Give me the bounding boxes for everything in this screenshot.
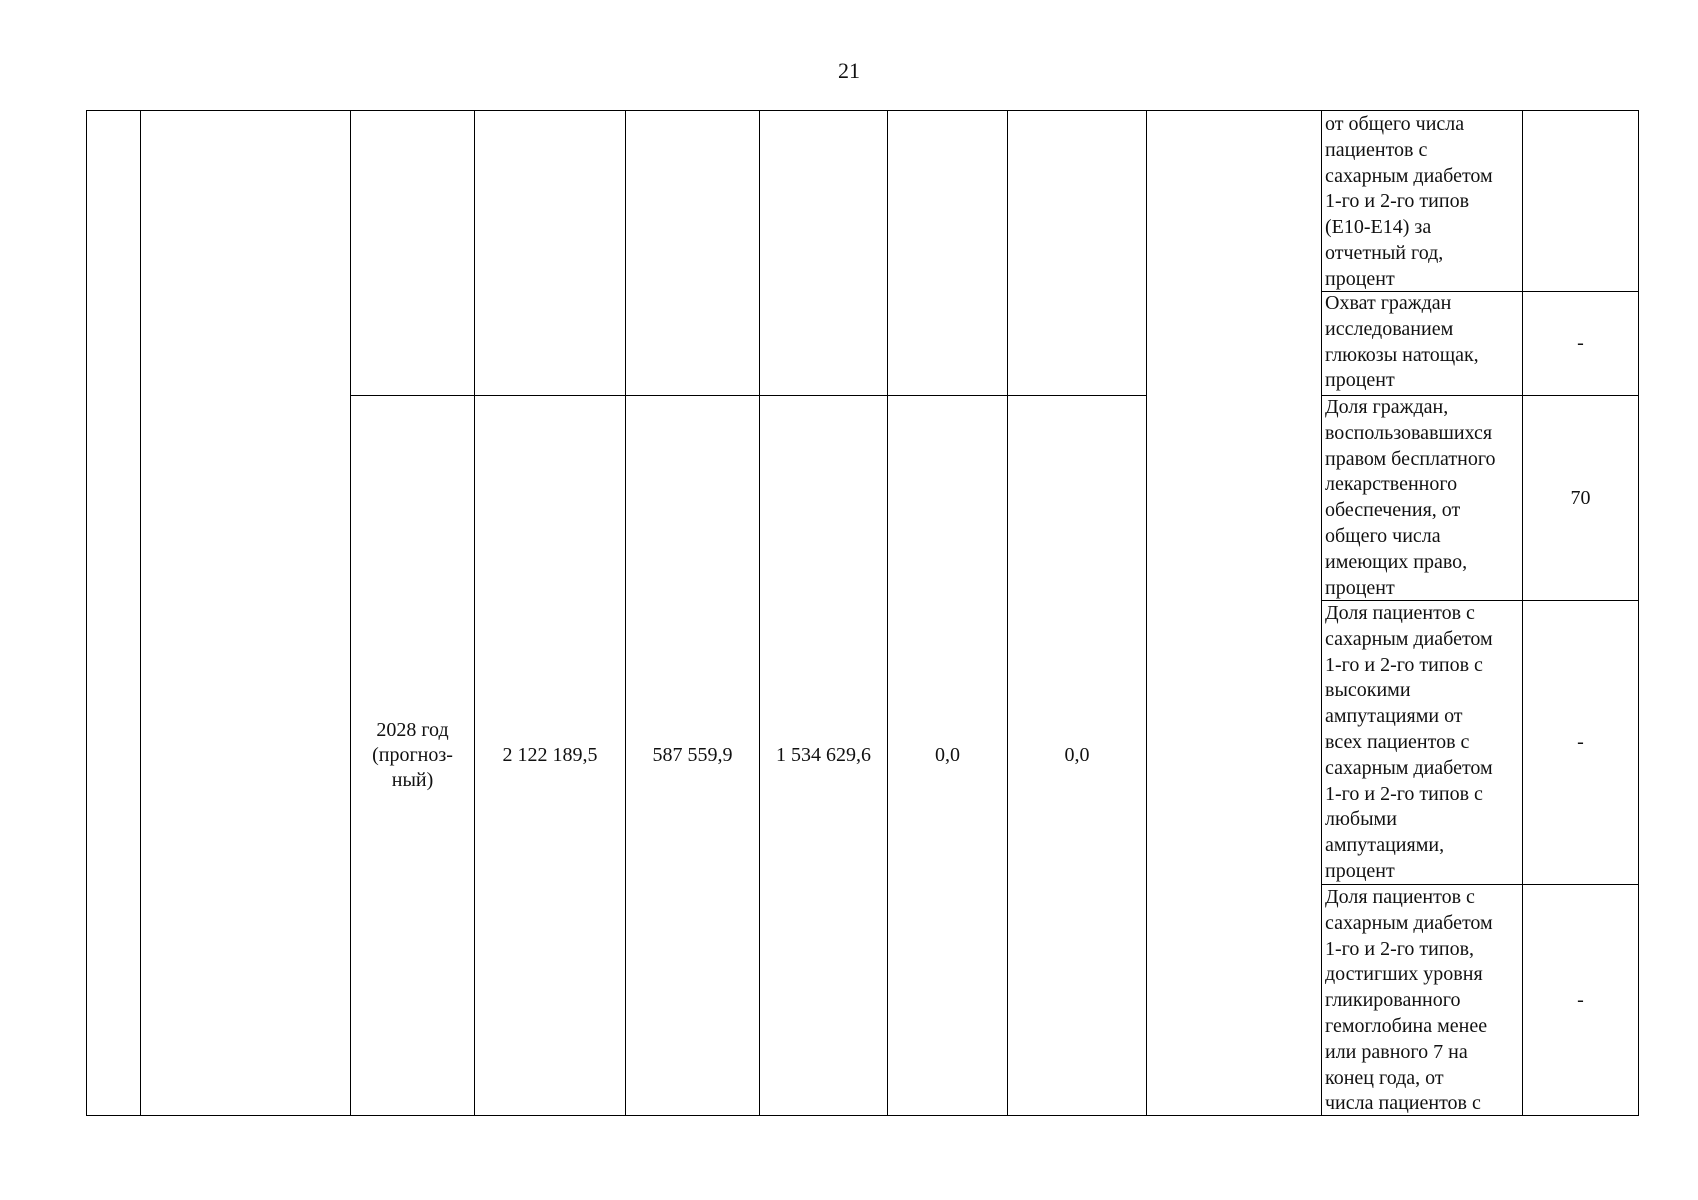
forecast-col5-cell: 0,0 [1064, 744, 1090, 766]
column-divider [1146, 110, 1147, 1116]
column-divider [1321, 110, 1322, 1116]
indicator-value [1523, 111, 1638, 291]
column-divider [140, 110, 141, 1116]
indicator-text: Доля граждан, воспользовавшихся правом бесплатного лекарственного обеспечения, от общего числа имеющих право, процент [1325, 396, 1496, 599]
forecast-year-cell: 2028 год (прогноз- ный) [372, 719, 453, 791]
indicator-value: - [1577, 332, 1584, 354]
indicator-value: - [1577, 988, 1584, 1011]
forecast-col2-cell: 587 559,9 [652, 744, 733, 766]
table-top-border [86, 110, 1639, 111]
column-divider [86, 110, 87, 1116]
forecast-total-cell: 2 122 189,5 [502, 744, 598, 766]
page-number: 21 [838, 58, 860, 83]
indicator-text: Доля пациентов с сахарным диабетом 1-го и 2-го типов с высокими ампутациями от всех пациентов с сахарным диабетом 1-го и 2-го типов с любыми ампутациями, процент [1325, 602, 1493, 882]
indicator-value: - [1577, 731, 1584, 753]
indicator-value: 70 [1570, 486, 1591, 509]
indicator-text: Охват граждан исследованием глюкозы натощак, процент [1325, 292, 1479, 392]
indicator-text: Доля пациентов с сахарным диабетом 1-го и 2-го типов, достигших уровня гликированного гемоглобина менее или равного 7 на конец года, от числа пациентов с [1325, 886, 1493, 1115]
indicator-text: от общего числа пациентов с сахарным диабетом 1-го и 2-го типов (Е10-Е14) за отчетный год, процент [1325, 113, 1493, 290]
forecast-col3-cell: 1 534 629,6 [776, 744, 871, 766]
column-divider [1638, 110, 1639, 1116]
forecast-col4-cell: 0,0 [935, 744, 960, 766]
